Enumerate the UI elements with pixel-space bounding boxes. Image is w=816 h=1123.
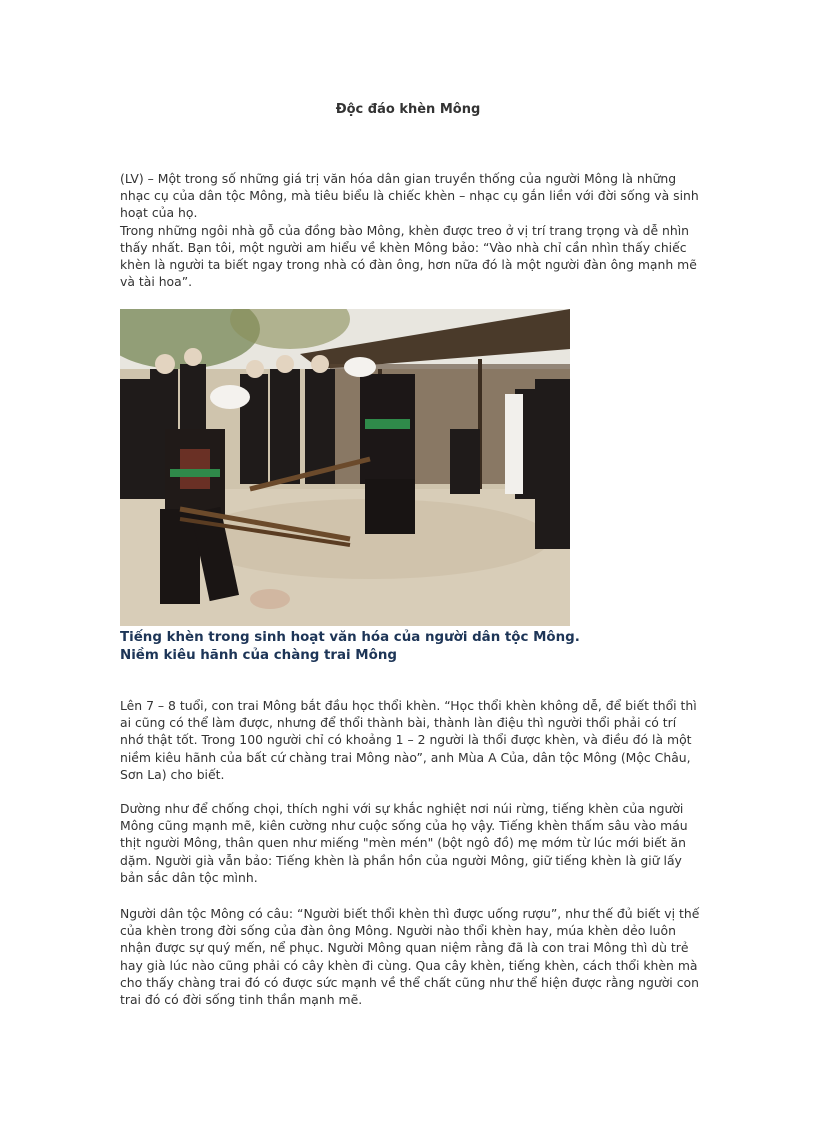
paragraph-text: Dường như để chống chọi, thích nghi với sự khắc nghiệt nơi núi rừng, tiếng khèn của người Mông cũng mạnh mẽ, kiên cường như cuộc sống của họ vậy. Tiếng khèn thấm sâu vào máu thịt người Mông, thân quen như miếng "mèn mén" (bột ngô đồ) mẹ mớm từ lúc mới biết ăn dặm. Người già vẫn bảo: Tiếng khèn là phần hồn của người Mông, giữ tiếng khèn là giữ lấy bản sắc dân tộc mình.	[120, 801, 688, 885]
body-paragraph	[120, 697, 700, 783]
intro-section	[120, 170, 700, 290]
intro-paragraph: (LV) – Một trong số những giá trị văn hóa dân gian truyền thống của người Mông là những nhạc cụ của dân tộc Mông, mà tiêu biểu là chiếc khèn – nhạc cụ gắn liền với đời sống và sinh hoạt của họ.	[120, 171, 699, 221]
photo-caption	[120, 629, 720, 664]
page-title: Độc đáo khèn Mông	[335, 102, 481, 117]
khen-performance-photo	[120, 309, 570, 626]
paragraph-text: Người dân tộc Mông có câu: “Người biết thổi khèn thì được uống rượu”, như thế đủ biết vị thế của khèn trong đời sống của đàn ông Mông. Người nào thổi khèn hay, múa khèn dẻo luôn nhận được sự quý mến, nể phục. Người Mông quan niệm rằng đã là con trai Mông thì dù trẻ hay già lúc nào cũng phải có cây khèn đi cùng. Qua cây khèn, tiếng khèn, cách thổi khèn mà cho thấy chàng trai đó có được sức mạnh về thể chất cũng như thể hiện được rằng người con trai đó có đời sống tinh thần mạnh mẽ.	[120, 906, 700, 1008]
paragraph-text: Lên 7 – 8 tuổi, con trai Mông bắt đầu học thổi khèn. “Học thổi khèn không dễ, để biết thổi thì ai cũng có thể làm được, nhưng để thổi thành bài, thành làn điệu thì người thổi phải có trí nhớ thật tốt. Trong 100 người chỉ có khoảng 1 – 2 người là thổi được khèn, và điều đó là một niềm kiêu hãnh của bất cứ chàng trai Mông nào”, anh Mùa A Của, dân tộc Mông (Mộc Châu, Sơn La) cho biết.	[120, 698, 697, 782]
caption-line: Tiếng khèn trong sinh hoạt văn hóa của người dân tộc Mông.	[120, 630, 580, 645]
body-paragraph	[120, 905, 700, 1008]
body-paragraph	[120, 800, 700, 886]
intro-paragraph: Trong những ngôi nhà gỗ của đồng bào Mông, khèn được treo ở vị trí trang trọng và dễ nhìn thấy nhất. Bạn tôi, một người am hiểu về khèn Mông bảo: “Vào nhà chỉ cần nhìn thấy chiếc khèn là người ta biết ngay trong nhà có đàn ông, hơn nữa đó là một người đàn ông mạnh mẽ và tài hoa”.	[120, 222, 697, 290]
caption-line: Niềm kiêu hãnh của chàng trai Mông	[120, 647, 397, 663]
